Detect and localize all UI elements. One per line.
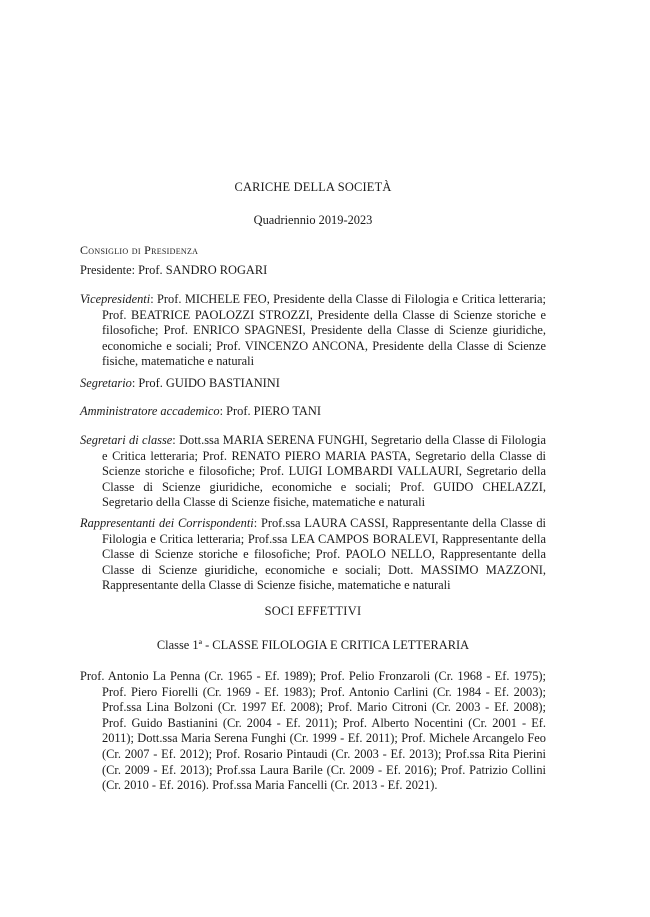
members-list: Prof. Antonio La Penna (Cr. 1965 - Ef. 1989); Prof. Pelio Fronzaroli (Cr. 1968 - Ef. 1975); Prof. Piero Fiorelli (Cr. 1969 - Ef. 1983); Prof. Antonio Carlini (Cr. 1984 - Ef. 2003); Prof.ssa Lina Bolzoni (Cr. 1997 Ef. 2008); Prof. Mario Citroni (Cr. 2003 - Ef. 2008); Prof. Guido Bastianini (Cr. 2004 - Ef. 2011); Prof. Alberto Nocentini (Cr. 2001 - Ef. 2011); Dott.ssa Maria Serena Funghi (Cr. 1999 - Ef. 2011); Prof. Michele Arcangelo Feo (Cr. 2007 - Ef. 2012); Prof. Rosario Pintaudi (Cr. 2003 - Ef. 2013); Prof.ssa Rita Pierini (Cr. 2009 - Ef. 2013); Prof.ssa Laura Barile (Cr. 2009 - Ef. 2016); Prof. Patrizio Collini (Cr. 2010 - Ef. 2016). Prof.ssa Maria Fancelli (Cr. 2013 - Ef. 2021). (80, 669, 546, 793)
secretary-entry (80, 376, 546, 392)
representatives-role: Rappresentanti dei Corrispondenti (80, 516, 254, 530)
representatives-text: : Prof.ssa LAURA CASSI, Rappresentante della Classe di Filologia e Critica letteraria; Prof.ssa LEA CAMPOS BORALEVI, Rappresentante della Classe di Scienze storiche e filosofiche; Prof. PAOLO NELLO, Rappresentante della Classe di Scienze giuridiche, economiche e sociali; Dott. MASSIMO MAZZONI, Rappresentante della Classe di Scienze fisiche, matematiche e naturali (102, 516, 546, 593)
period-subtitle: Quadriennio 2019-2023 (253, 213, 373, 227)
vicepresidents-text: : Prof. MICHELE FEO, Presidente della Classe di Filologia e Critica letteraria; Prof. BEATRICE PAOLOZZI STROZZI, Presidente della Classe di Scienze storiche e filosofiche; Prof. ENRICO SPAGNESI, Presidente della Classe di Scienze giuridiche, economiche e sociali; Prof. VINCENZO ANCONA, Presidente della Classe di Scienze fisiche, matematiche e naturali (102, 292, 546, 369)
administrator-role: Amministratore accademico (80, 404, 220, 418)
secretary-role: Segretario (80, 376, 132, 390)
secretary-text: : Prof. GUIDO BASTIANINI (131, 376, 280, 390)
vicepresidents-entry (80, 292, 546, 370)
class-heading: Classe 1ª - CLASSE FILOLOGIA E CRITICA LETTERARIA (156, 638, 470, 652)
council-heading: Consiglio di Presidenza (80, 243, 199, 257)
class-secretaries-role: Segretari di classe (80, 433, 173, 447)
class-secretaries-entry (80, 433, 546, 511)
vicepresidents-role: Vicepresidenti (80, 292, 151, 306)
class-secretaries-text: : Dott.ssa MARIA SERENA FUNGHI, Segretario della Classe di Filologia e Critica letteraria; Prof. RENATO PIERO MARIA PASTA, Segretario della Classe di Scienze storiche e filosofiche; Prof. LUIGI LOMBARDI VALLAURI, Segretario della Classe di Scienze giuridiche, economiche e sociali; Prof. GUIDO CHELAZZI, Segretario della Classe di Scienze fisiche, matematiche e naturali (102, 433, 546, 510)
administrator-text: : Prof. PIERO TANI (219, 404, 321, 418)
soci-effettivi-heading: SOCI EFFETTIVI (264, 604, 362, 618)
representatives-entry (80, 516, 546, 594)
document-title: CARICHE DELLA SOCIETÀ (234, 180, 392, 194)
president-line: Presidente: Prof. SANDRO ROGARI (80, 263, 268, 277)
administrator-entry (80, 404, 546, 420)
